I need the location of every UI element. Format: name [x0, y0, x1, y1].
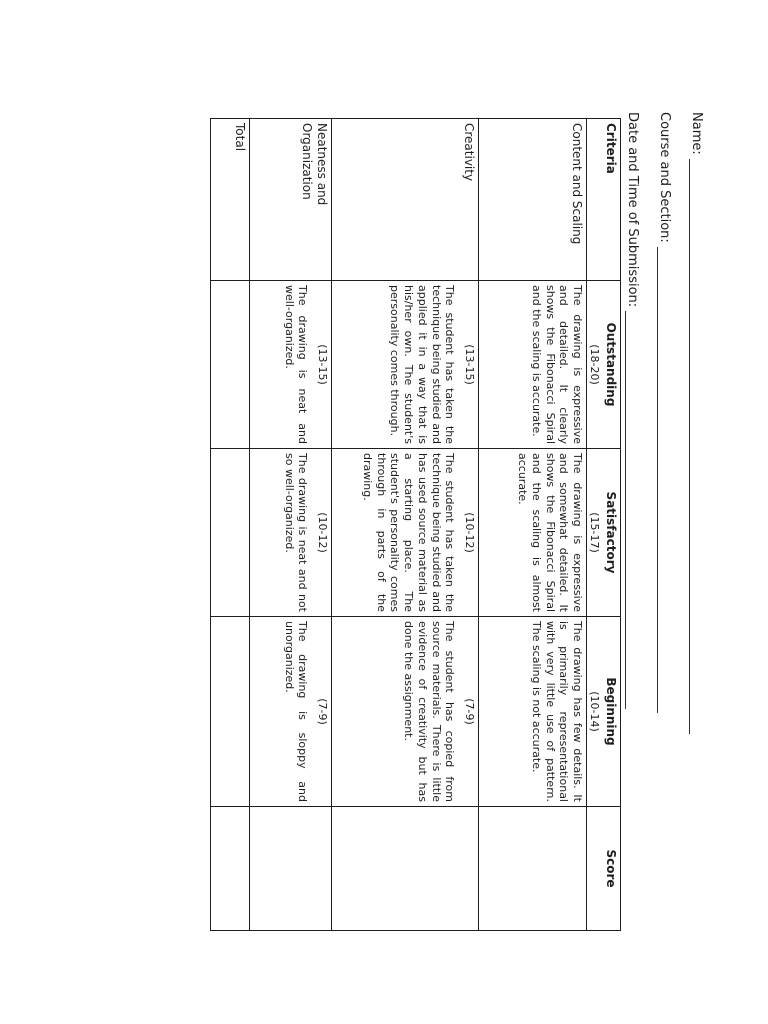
name-blank-line[interactable] — [689, 159, 704, 734]
points-range: (10-12) — [463, 512, 477, 553]
points-range: (13-15) — [316, 344, 330, 385]
score-cell[interactable] — [250, 807, 332, 931]
score-header-label: Score — [604, 849, 618, 888]
name-label: Name: — [689, 112, 704, 155]
descriptor-text: The student has taken the technique being studied and has used source material as a starting place. The student's personality comes through in parts of the drawing. — [361, 453, 457, 612]
outstanding-cell — [332, 281, 479, 449]
total-label-cell: Total — [211, 119, 250, 281]
beginning-header-label: Beginning — [604, 677, 618, 746]
name-field — [689, 112, 704, 734]
outstanding-header — [587, 281, 621, 449]
rubric-header-row — [587, 119, 621, 931]
criteria-header — [587, 119, 621, 281]
empty-cell — [211, 617, 250, 807]
descriptor-text: The student has copied from source materials. There is little evidence of creativity but has done the assignment. — [402, 621, 457, 802]
points-range: (7-9) — [463, 698, 477, 725]
outstanding-header-label: Outstanding — [604, 322, 618, 407]
course-label: Course and Section: — [657, 112, 672, 243]
satisfactory-cell — [250, 449, 332, 617]
descriptor-text: The drawing is neat and not so well-organized. — [282, 453, 310, 612]
criterion-cell: Content and Scaling — [479, 119, 587, 281]
course-field — [657, 112, 672, 713]
beginning-cell — [332, 617, 479, 807]
satisfactory-header-label: Satisfactory — [604, 491, 618, 574]
points-range: (13-15) — [463, 344, 477, 385]
empty-cell — [211, 281, 250, 449]
course-blank-line[interactable] — [657, 247, 672, 713]
rubric-table — [210, 118, 621, 931]
score-header — [587, 807, 621, 931]
score-cell[interactable] — [332, 807, 479, 931]
table-row — [250, 119, 332, 931]
satisfactory-header — [587, 449, 621, 617]
total-score-cell[interactable] — [211, 807, 250, 931]
descriptor-text: The drawing is sloppy and unorganized. — [282, 621, 310, 802]
beginning-cell — [250, 617, 332, 807]
beginning-range: (10-14) — [588, 691, 601, 732]
criteria-header-label: Criteria — [604, 123, 618, 174]
beginning-cell: The drawing has few details. It is primarily representational with very little use of pattern. The scaling is not accurate. — [479, 617, 587, 807]
satisfactory-range: (15-17) — [588, 512, 601, 553]
satisfactory-cell: The drawing is expressive and somewhat detailed. It shows the Fibonacci Spiral and the scaling is almost accurate. — [479, 449, 587, 617]
criterion-cell: Creativity — [332, 119, 479, 281]
points-range: (7-9) — [316, 698, 330, 725]
criterion-cell: Neatness and Organization — [250, 119, 332, 281]
score-cell[interactable] — [479, 807, 587, 931]
table-row — [479, 119, 587, 931]
descriptor-text: The student has taken the technique being studied and applied it in a way that is his/her own. The student's personality comes through. — [388, 285, 457, 444]
descriptor-text: The drawing is neat and well-organized. — [282, 285, 310, 444]
date-label: Date and Time of Submission: — [625, 112, 640, 308]
date-field — [625, 112, 640, 709]
table-row — [332, 119, 479, 931]
beginning-header — [587, 617, 621, 807]
outstanding-cell: The drawing is expressive and detailed. It clearly shows the Fibonacci Spiral and the scaling is accurate. — [479, 281, 587, 449]
outstanding-range: (18-20) — [588, 344, 601, 385]
date-blank-line[interactable] — [625, 311, 640, 709]
points-range: (10-12) — [316, 512, 330, 553]
empty-cell — [211, 449, 250, 617]
outstanding-cell — [250, 281, 332, 449]
table-row — [211, 119, 250, 931]
satisfactory-cell — [332, 449, 479, 617]
